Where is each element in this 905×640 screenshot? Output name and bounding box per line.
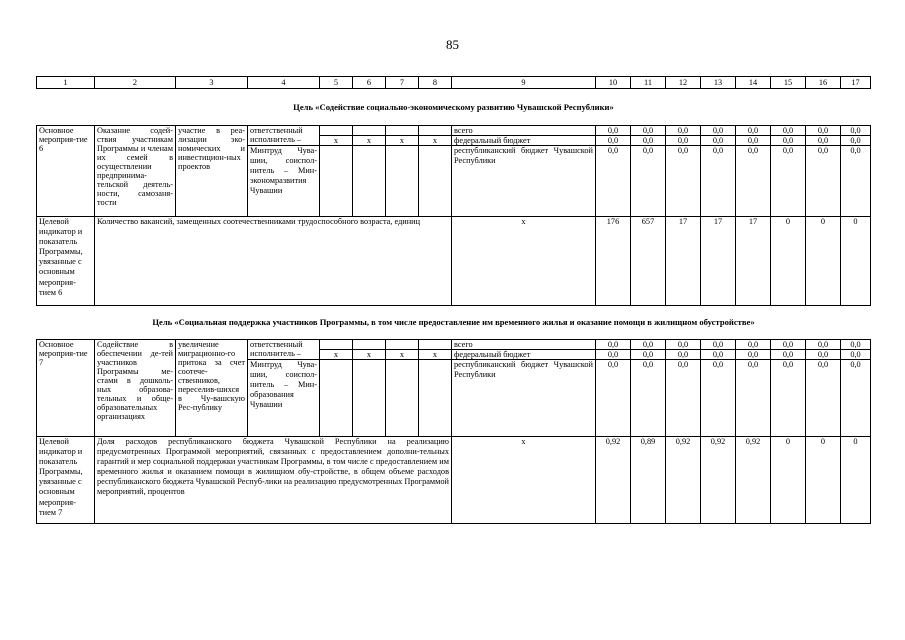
- code-cell: x: [320, 350, 353, 360]
- page-number: 85: [446, 37, 459, 52]
- code-cell: [386, 126, 419, 136]
- measure-description: Оказание содей-ствия участникам Программы и членам их семей в осуществлении предпринима-тельской деятель-ности, самозаня-тости: [95, 126, 176, 217]
- code-cell: [353, 126, 386, 136]
- column-number: 15: [771, 77, 806, 89]
- code-cell: x: [386, 350, 419, 360]
- funding-value: 0,0: [806, 350, 841, 360]
- code-cell: [419, 126, 452, 136]
- indicator-value: 0: [771, 437, 806, 524]
- funding-value: 0,0: [701, 126, 736, 136]
- responsible-label: ответственный исполнитель –: [248, 340, 320, 360]
- funding-value: 0,0: [631, 126, 666, 136]
- measure-description: Содействие в обеспечении де-тей участников Программы ме-стами в дошколь-ных образова-тельных и обще-образовательных организациях: [95, 340, 176, 437]
- measure-row: [37, 340, 871, 350]
- funding-value: 0,0: [806, 136, 841, 146]
- funding-value: 0,0: [806, 340, 841, 350]
- measure-name: Основное мероприя-тие 6: [37, 126, 95, 217]
- indicator-name: Целевой индикатор и показатель Программы, увязанные с основным мероприя-тием 7: [37, 437, 95, 524]
- code-cell: [320, 146, 353, 217]
- indicator-value: 0: [841, 437, 871, 524]
- funding-value: 0,0: [806, 146, 841, 217]
- indicator-code: x: [452, 217, 596, 306]
- code-cell: x: [386, 136, 419, 146]
- funding-value: 0,0: [631, 136, 666, 146]
- code-cell: x: [419, 136, 452, 146]
- column-number: 9: [452, 77, 596, 89]
- indicator-value: 0: [841, 217, 871, 306]
- goal-heading: Цель «Содействие социально-экономическому развитию Чувашской Республики»: [37, 89, 871, 126]
- indicator-value: 0,92: [701, 437, 736, 524]
- code-cell: [320, 360, 353, 437]
- goal-row: [37, 89, 871, 126]
- responsible-label: ответственный исполнитель –: [248, 126, 320, 146]
- funding-source: федеральный бюджет: [452, 136, 596, 146]
- funding-value: 0,0: [596, 136, 631, 146]
- column-number: 3: [176, 77, 248, 89]
- funding-source: республиканский бюджет Чувашской Республики: [452, 360, 596, 437]
- funding-value: 0,0: [596, 126, 631, 136]
- code-cell: [320, 126, 353, 136]
- funding-value: 0,0: [701, 350, 736, 360]
- indicator-value: 0,92: [666, 437, 701, 524]
- indicator-code: x: [452, 437, 596, 524]
- funding-value: 0,0: [841, 136, 871, 146]
- code-cell: [419, 340, 452, 350]
- funding-value: 0,0: [666, 126, 701, 136]
- funding-value: 0,0: [771, 360, 806, 437]
- funding-value: 0,0: [841, 360, 871, 437]
- indicator-value: 0: [771, 217, 806, 306]
- funding-source: федеральный бюджет: [452, 350, 596, 360]
- code-cell: x: [320, 136, 353, 146]
- funding-value: 0,0: [701, 146, 736, 217]
- funding-value: 0,0: [771, 136, 806, 146]
- code-cell: [386, 360, 419, 437]
- code-cell: [419, 360, 452, 437]
- indicator-text: Доля расходов республиканского бюджета Чувашской Республики на реализацию предусмотренных Программой мероприятий, связанных с предоставлением дополни-тельных гарантий и мер социальной поддержки участникам Программы, в том числе с предоставлением им временного жилья и оказанием помощи в жилищном обу-стройстве, в общем объеме расходов республиканского бюджета Чувашской Респуб-лики на реализацию предусмотренных Программой мероприятий, процентов: [95, 437, 452, 524]
- code-cell: [419, 146, 452, 217]
- funding-value: 0,0: [596, 350, 631, 360]
- indicator-value: 657: [631, 217, 666, 306]
- indicator-value: 0: [806, 217, 841, 306]
- column-number: 14: [736, 77, 771, 89]
- funding-value: 0,0: [771, 146, 806, 217]
- goal-heading: Цель «Социальная поддержка участников Программы, в том числе предоставление им временного жилья и оказание помощи в жилищном обустройстве»: [37, 306, 871, 340]
- program-table: [36, 76, 871, 524]
- column-number: 2: [95, 77, 176, 89]
- funding-value: 0,0: [701, 136, 736, 146]
- responsible-agency: Минтруд Чува-шии, соиспол-нитель – Мин-образования Чувашии: [248, 360, 320, 437]
- code-cell: x: [353, 136, 386, 146]
- code-cell: [386, 146, 419, 217]
- funding-value: 0,0: [736, 340, 771, 350]
- column-number: 16: [806, 77, 841, 89]
- funding-value: 0,0: [841, 126, 871, 136]
- funding-value: 0,0: [666, 340, 701, 350]
- column-number: 1: [37, 77, 95, 89]
- column-number: 6: [353, 77, 386, 89]
- code-cell: [320, 340, 353, 350]
- funding-value: 0,0: [631, 146, 666, 217]
- funding-value: 0,0: [736, 360, 771, 437]
- funding-source: республиканский бюджет Чувашской Республики: [452, 146, 596, 217]
- indicator-text: Количество вакансий, замещенных соотечественниками трудоспособного возраста, единиц: [95, 217, 452, 306]
- funding-value: 0,0: [666, 146, 701, 217]
- code-cell: [353, 146, 386, 217]
- column-number: 11: [631, 77, 666, 89]
- funding-value: 0,0: [701, 360, 736, 437]
- funding-value: 0,0: [806, 126, 841, 136]
- column-number: 5: [320, 77, 353, 89]
- code-cell: x: [353, 350, 386, 360]
- funding-value: 0,0: [771, 350, 806, 360]
- funding-value: 0,0: [666, 350, 701, 360]
- code-cell: x: [419, 350, 452, 360]
- funding-value: 0,0: [841, 146, 871, 217]
- code-cell: [353, 360, 386, 437]
- funding-value: 0,0: [596, 360, 631, 437]
- funding-value: 0,0: [841, 340, 871, 350]
- column-number: 13: [701, 77, 736, 89]
- funding-value: 0,0: [736, 126, 771, 136]
- indicator-value: 0: [806, 437, 841, 524]
- funding-value: 0,0: [596, 340, 631, 350]
- responsible-agency: Минтруд Чува-шии, соиспол-нитель – Мин-экономразвития Чувашии: [248, 146, 320, 217]
- funding-value: 0,0: [806, 360, 841, 437]
- indicator-value: 17: [666, 217, 701, 306]
- indicator-value: 17: [701, 217, 736, 306]
- column-number-row: [37, 77, 871, 89]
- indicator-row: [37, 437, 871, 524]
- measure-result: увеличение миграционно-го притока за счет соотече-ственников, переселив-шихся в Чу-вашскую Рес-публику: [176, 340, 248, 437]
- code-cell: [353, 340, 386, 350]
- measure-row: [37, 126, 871, 136]
- column-number: 8: [419, 77, 452, 89]
- measure-name: Основное мероприя-тие 7: [37, 340, 95, 437]
- indicator-value: 17: [736, 217, 771, 306]
- indicator-value: 176: [596, 217, 631, 306]
- column-number: 17: [841, 77, 871, 89]
- indicator-value: 0,92: [596, 437, 631, 524]
- indicator-value: 0,92: [736, 437, 771, 524]
- funding-source: всего: [452, 340, 596, 350]
- column-number: 7: [386, 77, 419, 89]
- column-number: 4: [248, 77, 320, 89]
- funding-source: всего: [452, 126, 596, 136]
- funding-value: 0,0: [631, 340, 666, 350]
- column-number: 12: [666, 77, 701, 89]
- column-number: 10: [596, 77, 631, 89]
- funding-value: 0,0: [631, 350, 666, 360]
- indicator-value: 0,89: [631, 437, 666, 524]
- indicator-name: Целевой индикатор и показатель Программы, увязанные с основным мероприя-тием 6: [37, 217, 95, 306]
- funding-value: 0,0: [736, 136, 771, 146]
- funding-value: 0,0: [666, 136, 701, 146]
- funding-value: 0,0: [701, 340, 736, 350]
- goal-row: [37, 306, 871, 340]
- funding-value: 0,0: [631, 360, 666, 437]
- funding-value: 0,0: [771, 340, 806, 350]
- funding-value: 0,0: [771, 126, 806, 136]
- funding-value: 0,0: [841, 350, 871, 360]
- funding-value: 0,0: [666, 360, 701, 437]
- funding-value: 0,0: [596, 146, 631, 217]
- indicator-row: [37, 217, 871, 306]
- funding-value: 0,0: [736, 146, 771, 217]
- code-cell: [386, 340, 419, 350]
- measure-result: участие в реа-лизации эко-номических и инвестицион-ных проектов: [176, 126, 248, 217]
- funding-value: 0,0: [736, 350, 771, 360]
